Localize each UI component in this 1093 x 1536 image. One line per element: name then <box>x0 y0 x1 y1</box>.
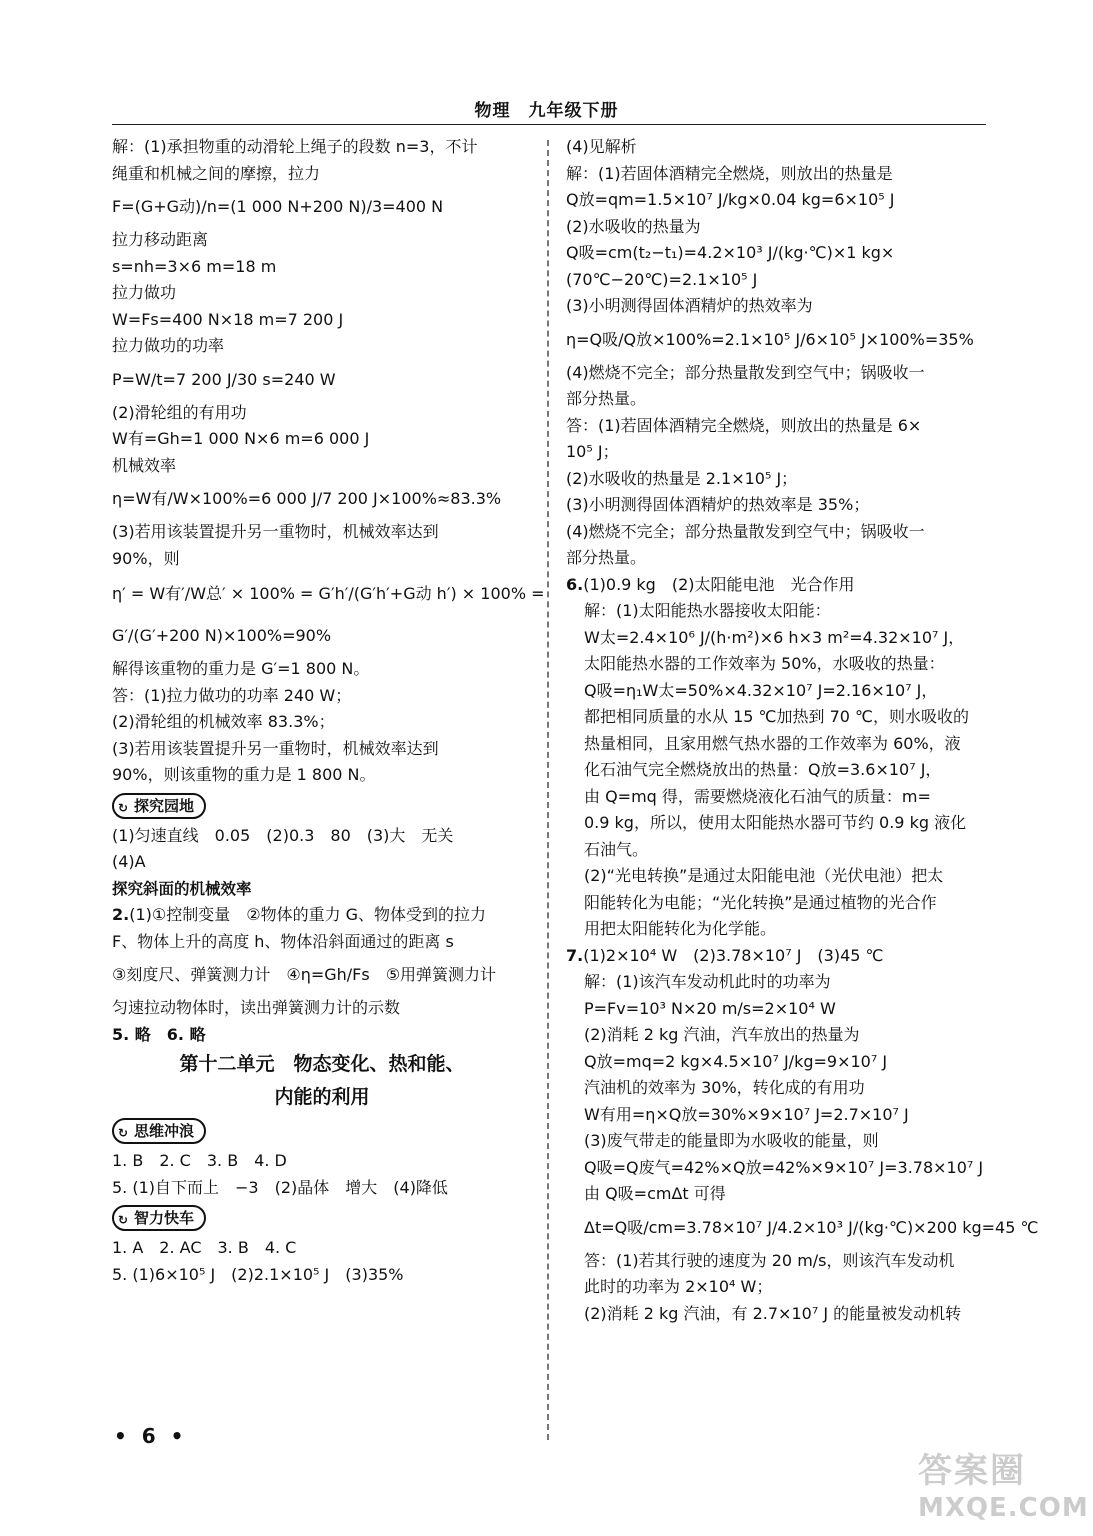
answer-line: (70℃−20℃)=2.1×10⁵ J <box>566 269 758 289</box>
question-number: 6. <box>566 574 584 594</box>
formula-line: P=W/t=7 200 J/30 s=240 W <box>112 369 336 389</box>
answer-line: W=Fs=400 N×18 m=7 200 J <box>112 309 344 329</box>
answer-line: 匀速拉动物体时，读出弹簧测力计的示数 <box>112 998 401 1017</box>
answer-line: (2)水吸收的热量是 2.1×10⁵ J； <box>566 468 798 488</box>
answer-line: 都把相同质量的水从 15 ℃加热到 70 ℃，则水吸收的 <box>584 707 970 726</box>
answer-line: (3)小明测得固体酒精炉的热效率是 35%； <box>566 495 870 514</box>
answer-line: 答：(1)若固体酒精完全燃烧，则放出的热量是 6× <box>566 415 922 435</box>
curl-arrow-icon: ↻ <box>118 800 129 815</box>
answer-line: 答：(1)拉力做功的功率 240 W； <box>112 685 352 705</box>
answer-line: 90%，则该重物的重力是 1 800 N。 <box>112 765 376 784</box>
answer-line: W有=Gh=1 000 N×6 m=6 000 J <box>112 429 370 448</box>
unit-title-line-2: 内能的利用 <box>274 1086 370 1108</box>
answer-line: (4)见解析 <box>566 137 637 156</box>
answer-line: (1)0.9 kg (2)太阳能电池 光合作用 <box>583 574 855 594</box>
question-number: 7. <box>566 945 584 965</box>
answer-line: 由 Q=mq 得，需要燃烧液化石油气的质量：m= <box>584 786 931 806</box>
answer-line: 拉力做功 <box>112 283 177 302</box>
answer-line: (1)2×10⁴ W (2)3.78×10⁷ J (3)45 ℃ <box>583 945 884 965</box>
answer-line: 汽油机的效率为 30%，转化成的有用功 <box>584 1078 865 1097</box>
answer-line: Q放=mq=2 kg×4.5×10⁷ J/kg=9×10⁷ J <box>584 1051 888 1071</box>
answer-line: (3)若用该装置提升另一重物时，机械效率达到 <box>112 738 439 758</box>
subsection-title: 探究斜面的机械效率 <box>112 879 252 898</box>
right-column <box>566 134 1039 1327</box>
answer-line: (2)“光电转换”是通过太阳能电池（光伏电池）把太 <box>584 866 944 885</box>
left-column <box>112 134 545 1288</box>
answer-line: 部分热量。 <box>566 389 647 408</box>
answer-line: 解：(1)该汽车发动机此时的功率为 <box>584 972 831 991</box>
formula-line: F=(G+G动)/n=(1 000 N+200 N)/3=400 N <box>112 197 444 216</box>
answer-line: Q吸=cm(t₂−t₁)=4.2×10³ J/(kg·℃)×1 kg× <box>566 243 895 262</box>
answer-line: s=nh=3×6 m=18 m <box>112 256 277 276</box>
section-tag-label: 思维冲浪 <box>134 1122 195 1140</box>
answer-line: (4)A <box>112 852 146 871</box>
answer-line: (4)燃烧不完全；部分热量散发到空气中；锅吸收一 <box>566 362 925 382</box>
answer-line: 答：(1)若其行驶的速度为 20 m/s，则该汽车发动机 <box>584 1250 955 1270</box>
curl-arrow-icon: ↻ <box>118 1126 129 1140</box>
answer-line: (3)小明测得固体酒精炉的热效率为 <box>566 296 813 315</box>
answer-line: Q吸=Q废气=42%×Q放=42%×9×10⁷ J=3.78×10⁷ J <box>584 1157 984 1177</box>
page-number: • 6 • <box>114 1424 188 1448</box>
answer-line: (2)滑轮组的有用功 <box>112 402 247 422</box>
watermark-logo <box>918 1450 1090 1532</box>
answer-line: 部分热量。 <box>566 548 647 567</box>
watermark-bottom: MXQE.COM <box>918 1493 1089 1523</box>
answer-line: 石油气。 <box>584 839 649 859</box>
question-number: 2. <box>112 905 130 924</box>
answer-line: (2)水吸收的热量为 <box>566 216 701 236</box>
answer-line: 用把太阳能转化为化学能。 <box>584 919 777 938</box>
answer-line: (4)燃烧不完全；部分热量散发到空气中；锅吸收一 <box>566 521 925 541</box>
section-tag-label: 智力快车 <box>134 1209 195 1227</box>
formula-line: η=Q吸/Q放×100%=2.1×10⁵ J/6×10⁵ J×100%=35% <box>566 329 974 349</box>
answer-line: 拉力移动距离 <box>112 230 209 249</box>
answer-line: 太阳能热水器的工作效率为 50%，水吸收的热量： <box>584 654 945 673</box>
answer-line: 5. (1)自下而上 −3 (2)晶体 增大 (4)降低 <box>112 1177 448 1197</box>
unit-title-line-1: 第十二单元 物态变化、热和能、 <box>179 1053 465 1075</box>
answer-line: 1. B 2. C 3. B 4. D <box>112 1151 287 1170</box>
formula-line: ③刻度尺、弹簧测力计 ④η=Gh/Fs ⑤用弹簧测力计 <box>112 965 497 984</box>
formula-line: G′/(G′+200 N)×100%=90% <box>112 626 332 645</box>
answer-line: 绳重和机械之间的摩擦，拉力 <box>112 163 321 183</box>
formula-line: η′ = W有′/W总′ × 100% = G′h′/(G′h′+G动 h′) × 100% = <box>112 584 545 603</box>
answer-line: 由 Q吸=cmΔt 可得 <box>584 1184 726 1203</box>
answer-line: 1. A 2. AC 3. B 4. C <box>112 1238 297 1257</box>
answer-line: 解：(1)承担物重的动滑轮上绳子的段数 n=3，不计 <box>112 137 478 156</box>
answer-line: Q放=qm=1.5×10⁷ J/kg×0.04 kg=6×10⁵ J <box>566 190 895 209</box>
answer-line: F、物体上升的高度 h、物体沿斜面通过的距离 s <box>112 931 454 951</box>
column-divider <box>547 140 549 1440</box>
page-header: 物理 九年级下册 <box>474 101 619 121</box>
section-tag-explore <box>112 793 206 819</box>
answer-line: 解得该重物的重力是 G′=1 800 N。 <box>112 659 370 678</box>
answer-line: Q吸=η₁W太=50%×4.32×10⁷ J=2.16×10⁷ J， <box>584 680 938 700</box>
answer-line: (1)匀速直线 0.05 (2)0.3 80 (3)大 无关 <box>112 825 454 845</box>
section-tag-think <box>112 1118 206 1144</box>
answer-line: W太=2.4×10⁶ J/(h·m²)×6 h×3 m²=4.32×10⁷ J， <box>584 627 965 647</box>
answer-line: (3)废气带走的能量即为水吸收的能量，则 <box>584 1131 879 1150</box>
answer-line: 此时的功率为 2×10⁴ W； <box>584 1277 773 1296</box>
answer-line: 化石油气完全燃烧放出的热量：Q放=3.6×10⁷ J， <box>584 760 942 779</box>
answer-line: 机械效率 <box>112 455 177 475</box>
answer-line: 90%，则 <box>112 548 180 568</box>
watermark-top: 答案圈 <box>918 1451 1026 1491</box>
answer-line: 热量相同，且家用燃气热水器的工作效率为 60%，液 <box>584 733 961 753</box>
header-rule <box>112 124 986 125</box>
answer-line: 10⁵ J； <box>566 442 619 461</box>
curl-arrow-icon: ↻ <box>118 1213 129 1227</box>
answer-line: (3)若用该装置提升另一重物时，机械效率达到 <box>112 522 439 541</box>
answer-line: 解：(1)若固体酒精完全燃烧，则放出的热量是 <box>566 163 893 183</box>
answer-line: 阳能转化为电能；“光化转换”是通过植物的光合作 <box>584 892 937 912</box>
answer-line: (2)消耗 2 kg 汽油，有 2.7×10⁷ J 的能量被发动机转 <box>584 1303 962 1323</box>
answer-line: W有用=η×Q放=30%×9×10⁷ J=2.7×10⁷ J <box>584 1104 909 1124</box>
answer-line: 拉力做功的功率 <box>112 336 225 355</box>
answer-line: 解：(1)太阳能热水器接收太阳能： <box>584 601 831 620</box>
formula-line: η=W有/W×100%=6 000 J/7 200 J×100%≈83.3% <box>112 489 502 508</box>
section-tag-label: 探究园地 <box>134 796 195 815</box>
answer-line: P=Fv=10³ N×20 m/s=2×10⁴ W <box>584 998 836 1018</box>
answer-line: (2)消耗 2 kg 汽油，汽车放出的热量为 <box>584 1025 860 1044</box>
formula-line: Δt=Q吸/cm=3.78×10⁷ J/4.2×10³ J/(kg·℃)×200 kg=45 ℃ <box>584 1217 1039 1237</box>
answer-line: 5. 略 6. 略 <box>112 1024 206 1044</box>
answer-line: (1)①控制变量 ②物体的重力 G、物体受到的拉力 <box>129 905 487 924</box>
answer-line: 5. (1)6×10⁵ J (2)2.1×10⁵ J (3)35% <box>112 1264 404 1284</box>
section-tag-quick <box>112 1205 206 1231</box>
answer-line: 0.9 kg，所以，使用太阳能热水器可节约 0.9 kg 液化 <box>584 813 967 832</box>
answer-line: (2)滑轮组的机械效率 83.3%； <box>112 712 335 731</box>
